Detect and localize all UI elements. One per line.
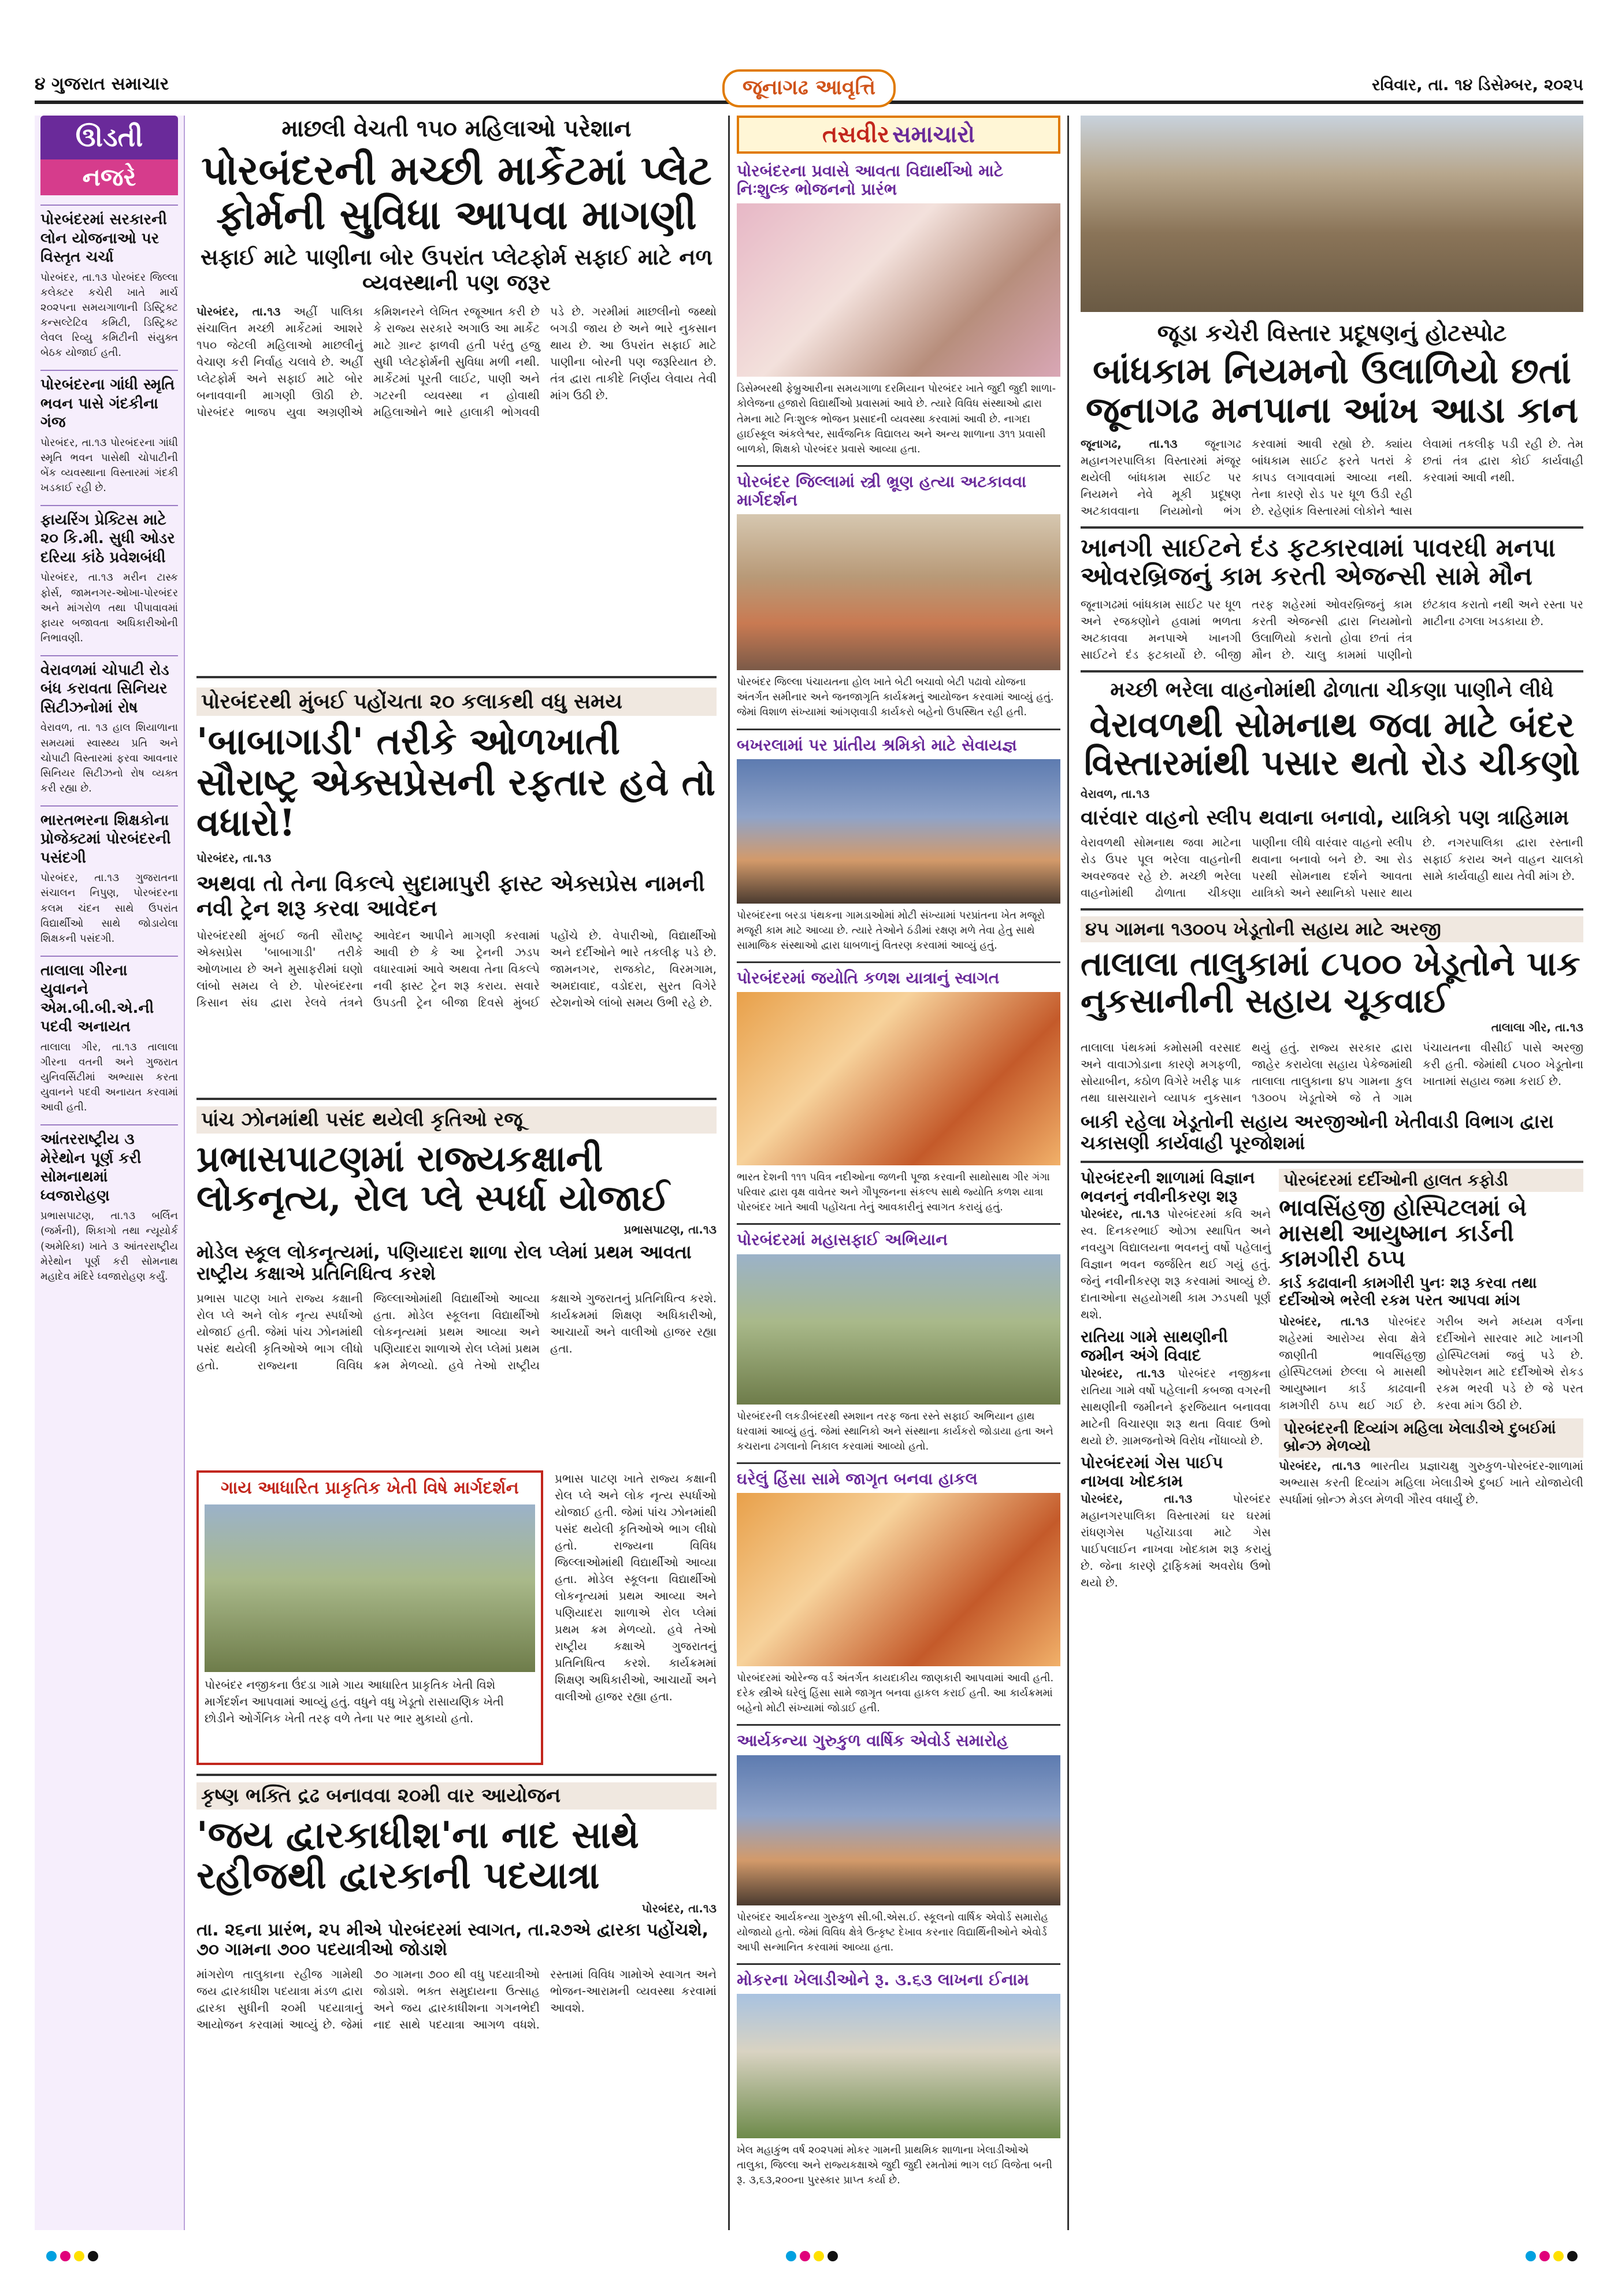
edition-badge: જૂનાગઢ આવૃત્તિ <box>722 69 896 107</box>
right8-dateline: પોરબંદર, તા.૧૩ <box>1279 1314 1369 1328</box>
news-photo <box>737 203 1060 377</box>
story3-lead <box>196 1221 717 1238</box>
registration-dot-magenta <box>1539 2251 1550 2261</box>
story2-dateline: પોરબંદર, તા.૧૩ <box>196 850 272 865</box>
right1-dateline: જૂનાગઢ, તા.૧૩ <box>1081 437 1178 451</box>
left-item-headline: પોરબંદરમાં સરકારની લોન યોજનાઓ પર વિસ્તૃત ચર્ચા <box>40 205 178 267</box>
photo-story-headline: બખરલામાં પર પ્રાંતીય શ્રમિકો માટે સેવાયજ્ઞ <box>737 735 1017 755</box>
photo-story <box>737 162 1060 457</box>
short-stories-left <box>1081 1169 1271 1591</box>
story3-headline: પ્રભાસપાટણમાં રાજ્યકક્ષાની લોકનૃત્ય, રોલ પ્લે સ્પર્ધા યોજાઈ <box>196 1138 670 1220</box>
right5-dateline: પોરબંદર, તા.૧૩ <box>1081 1207 1160 1221</box>
right4-kicker: ૪૫ ગામના ૧૩૦૦૫ ખેડૂતોની સહાય માટે અરજી <box>1081 916 1583 942</box>
right1-text: જૂનાગઢ મહાનગરપાલિકા વિસ્તારમાં મંજૂર થયેલી બાંધકામ સાઈટ પર નિયમને નેવે મૂકી પ્રદૂષણ અટકાવવાના નિયમોનો ભંગ કરવામાં આવી રહ્યો છે. ક્યાંય બાંધકામ સાઈટ ફરતે પતરાં કે કાપડ લગાવવામાં આવ્યા નથી. તેના કારણે રોડ પર ધૂળ ઉડી રહી છે. રહેણાંક વિસ્તારમાં લોકોને શ્વાસ લેવામાં તકલીફ પડી રહી છે. તેમ છતાં તંત્ર દ્વારા કોઈ કાર્યવાહી કરવામાં આવી નથી. <box>1081 437 1583 518</box>
photo-story-headline: આર્યકન્યા ગુરુકુળ વાર્ષિક એવોર્ડ સમારોહ <box>737 1731 1008 1751</box>
right7-body <box>1081 1491 1271 1591</box>
news-photo <box>737 514 1060 670</box>
photo-story <box>737 465 1060 720</box>
story-overbridge-agency <box>1081 534 1583 663</box>
photo-story-headline: પોરબંદરમાં મહાસફાઈ અભિયાન <box>737 1230 948 1250</box>
left-item-body: પોરબંદર, તા.૧૩ ગુજરાતના સંચાલન નિપુણ, પોરબંદરના કલમ ચંદન સાથે ઉપરાંત વિદ્યાર્થીઓ સાથે જોડાયેલા શિક્ષકની પસંદગી. <box>40 872 178 945</box>
left-item-headline: તાલાલા ગીરના યુવાનને એમ.બી.બી.એ.ની પદવી અનાયત <box>40 956 178 1036</box>
right4-body: તાલાલા પંથકમાં કમોસમી વરસાદ અને વાવાઝોડાના કારણે મગફળી, સોયાબીન, કઠોળ વિગેરે ખરીફ પાક તથા ઘાસચારાને વ્યાપક નુકસાન થયું હતું. રાજ્ય સરકાર દ્વારા જાહેર કરાયેલા સહાય પેકેજમાંથી તાલાલા તાલુકાના ૪૫ ગામના કુલ ૧૩૦૦૫ ખેડૂતોએ જે તે ગામ પંચાયતના વીસીઈ પાસે અરજી કરી હતી. જેમાંથી ૮૫૦૦ ખેડૂતોના ખાતામાં સહાય જમા કરાઈ છે. <box>1081 1041 1583 1105</box>
story2-body: પોરબંદરથી મુંબઈ જતી સૌરાષ્ટ્ર એક્સપ્રેસ 'બાબાગાડી' તરીકે ઓળખાય છે અને મુસાફરીમાં ઘણો લાંબો સમય લે છે. પોરબંદરના કિસાન સંઘ દ્વારા રેલવે તંત્રને આવેદન આપીને માગણી કરવામાં આવી છે કે આ ટ્રેનની ઝડપ વધારવામાં આવે અથવા તેના વિકલ્પે નવી ફાસ્ટ ટ્રેન શરૂ કરાય. સવારે ઉપડતી ટ્રેન બીજા દિવસે મુંબઈ પહોંચે છે. વેપારીઓ, વિદ્યાર્થીઓ અને દર્દીઓને ભારે તકલીફ પડે છે. જામનગર, રાજકોટ, વિરમગામ, અમદાવાદ, વડોદરા, સુરત વિગેરે સ્ટેશનોએ લાંબો સમય ઉભી રહે છે. <box>196 928 717 1009</box>
story2-headline: 'બાબાગાડી' તરીકે ઓળખાતી સૌરાષ્ટ્ર એક્સપ્રેસની રફતાર હવે તો વધારો! <box>196 720 716 845</box>
registration-dot-yellow <box>1553 2251 1564 2261</box>
photo-caption: પોરબંદરના બરડા પંથકના ગામડાઓમાં મોટી સંખ્યામાં પરપ્રાંતના ખેત મજૂરો મજૂરી કામ માટે આવ્યા છે. ત્યારે તેઓને ઠંડીમાં રક્ષણ મળે તેવા હેતુ સાથે સામાજિક સંસ્થાઓ દ્વારા ધાબળાનું વિતરણ કરવામાં આવ્યું હતું. <box>737 909 1045 952</box>
tasveer-label-2: સમાચારો <box>892 121 975 148</box>
story3-dateline: પ્રભાસપાટણ, તા.૧૩ <box>624 1223 717 1237</box>
issue-date: રવિવાર, તા. ૧૪ ડિસેમ્બર, ૨૦૨૫ <box>1372 75 1583 94</box>
right8-body <box>1279 1313 1583 1414</box>
photo-caption: પોરબંદર આર્યકન્યા ગુરુકુળ સી.બી.એસ.ઈ. સ્કૂલનો વાર્ષિક એવોર્ડ સમારોહ યોજાયો હતો. જેમાં વિવિધ ક્ષેત્રે ઉત્કૃષ્ટ દેખાવ કરનાર વિદ્યાર્થિનીઓને એવોર્ડ આપી સન્માનિત કરવામાં આવ્યા હતા. <box>737 1911 1049 1953</box>
right7-headline: પોરબંદરમાં ગેસ પાઈપ નાખવા ખોદકામ <box>1081 1452 1223 1491</box>
right1-headline: બાંધકામ નિયમનો ઉલાળિયો છતાં જૂનાગઢ મનપાના આંખ આડા કાન <box>1085 350 1579 432</box>
left-item-body: પોરબંદર, તા.૧૩ પોરબંદરના ગાંધી સ્મૃતિ ભવન પાસેથી ચોપાટીની બેંક વ્યવસ્થાના વિસ્તારમાં ગંદકી ખડકાઈ રહી છે. <box>40 436 178 494</box>
right9-dateline: પોરબંદર, તા.૧૩ <box>1279 1458 1361 1473</box>
photo-story <box>737 1724 1060 1955</box>
short-stories-row <box>1081 1169 1583 1591</box>
right8-headline: ભાવસિંહજી હોસ્પિટલમાં બે માસથી આયુષ્માન કાર્ડની કામગીરી ઠપ્પ <box>1279 1194 1527 1273</box>
news-photo <box>737 992 1060 1165</box>
right3-body: વેરાવળથી સોમનાથ જવા માટેના રોડ ઉપર પૂલ ભરેલા વાહનોની અવરજવર રહે છે. મચ્છી ભરેલા વાહનોમાંથી ઢોળાતા ચીકણા પાણીના લીધે વારંવાર વાહનો સ્લીપ થવાના બનાવો બને છે. આ રોડ પરથી સોમનાથ દર્શને આવતા યાત્રિકો અને સ્થાનિકો પસાર થાય છે. નગરપાલિકા દ્વારા રસ્તાની સફાઈ કરાય અને વાહન ચાલકો સામે કાર્યવાહી થાય તેવી માંગ છે. <box>1081 835 1583 900</box>
news-photo <box>737 759 1060 904</box>
farming-photo <box>205 1504 535 1672</box>
right6-dateline: પોરબંદર, તા.૧૩ <box>1081 1366 1165 1380</box>
registration-dot-cyan <box>786 2251 796 2261</box>
tasveer-samachar-column <box>728 116 1069 2230</box>
left-item-headline: આંતરરાષ્ટ્રીય ૩ મેરેથોન પૂર્ણ કરી સોમનાથમાં ધ્વજારોહણ <box>40 1124 178 1205</box>
right3-sub: વારંવાર વાહનો સ્લીપ થવાના બનાવો, યાત્રિકો પણ ત્રાહિમામ <box>1081 805 1569 830</box>
story5-dateline: પોરબંદર, તા.૧૩ <box>641 1901 717 1915</box>
right7-dateline: પોરબંદર, તા.૧૩ <box>1081 1492 1193 1506</box>
story2-lead <box>196 850 717 867</box>
story1-kicker: માછલી વેચતી ૧૫૦ મહિલાઓ પરેશાન <box>281 116 632 142</box>
right5-headline: પોરબંદરની શાળામાં વિજ્ઞાન ભવનનું નવીનીકરણ શરૂ <box>1081 1168 1255 1206</box>
photo-story-headline: પોરબંદરના પ્રવાસે આવતા વિદ્યાર્થીઓ માટે નિઃશુલ્ક ભોજનનો પ્રારંભ <box>737 161 1004 199</box>
right9-text: ભારતીય પ્રજ્ઞાચક્ષુ ગુરુકુળ-પોરબંદર-શાળામાં અભ્યાસ કરતી દિવ્યાંગ મહિલા ખેલાડીએ દુબઈ ખાતે યોજાયેલી સ્પર્ધામાં બ્રોન્ઝ મેડલ મેળવી ગૌરવ વધાર્યું છે. <box>1279 1458 1584 1506</box>
left-item-body: પોરબંદર, તા.૧૩ પોરબંદર જિલ્લા કલેક્ટર કચેરી ખાતે માર્ચ ૨૦૨૫ના સમયગાળાની ડિસ્ટ્રિક્ટ કન્સલ્ટેટિવ કમિટી, ડિસ્ટ્રિક્ટ લેવલ રિવ્યુ કમિટીની સંયુક્ત બેઠક યોજાઈ હતી. <box>40 271 178 359</box>
story1-headline: પોરબંદરની મચ્છી માર્કેટમાં પ્લેટ ફોર્મની સુવિધા આપવા માગણી <box>201 146 712 239</box>
photo-story <box>737 729 1060 953</box>
right3-lead <box>1081 786 1583 803</box>
photo-story-headline: મોકરના ખેલાડીઓને રૂ. ૩.૬૩ લાખના ઈનામ <box>737 1970 1029 1989</box>
story3-sub: મોડેલ સ્કૂલ લોકનૃત્યમાં, પણિયાદરા શાળા રોલ પ્લેમાં પ્રથમ આવતા રાષ્ટ્રીય કક્ષાએ પ્રતિનિધિત્વ કરશે <box>196 1241 692 1285</box>
right3-kicker: મચ્છી ભરેલા વાહનોમાંથી ઢોળાતા ચીકણા પાણીને લીધે <box>1110 678 1554 703</box>
left-item-headline: ભારતભરના શિક્ષકોના પ્રોજેક્ટમાં પોરબંદરની પસંદગી <box>40 805 178 868</box>
construction-site-photo <box>1081 116 1583 312</box>
registration-dot-black <box>88 2251 98 2261</box>
udti-title: ઊડતી <box>40 116 178 159</box>
page-label: ૪ ગુજરાત સમાચાર <box>35 74 169 94</box>
news-photo <box>737 1493 1060 1666</box>
right1-body <box>1081 436 1583 519</box>
tasveer-label <box>737 116 1060 154</box>
right7-text: પોરબંદર મહાનગરપાલિકા વિસ્તારમાં ઘર ઘરમાં રાંધણગેસ પહોંચાડવા માટે ગેસ પાઈપલાઈન નાખવા ખોદકામ શરૂ કરાયું છે. જેના કારણે ટ્રાફિકમાં અવરોધ ઉભો થયો છે. <box>1081 1492 1271 1590</box>
story-juda-pollution <box>1081 320 1583 519</box>
registration-dot-magenta <box>800 2251 810 2261</box>
left-item-body: વેરાવળ, તા. ૧૩ હાલ શિયાળાના સમયમાં સ્વાસ્થ્ય પ્રતિ અને ચોપાટી વિસ્તારમાં ફરવા આવનાર સિનિયર સિટીઝનો રોષ વ્યક્ત કરી રહ્યા છે. <box>40 722 178 794</box>
registration-dot-yellow <box>74 2251 84 2261</box>
tasveer-label-1: તસવીર <box>822 121 889 148</box>
left-item-body: તાલાલા ગીર, તા.૧૩ તાલાલા ગીરના વતની અને ગુજરાત યુનિવર્સિટીમાં અભ્યાસ કરતા યુવાનને પદવી અનાયત કરવામાં આવી હતી. <box>40 1041 178 1114</box>
photo-story-headline: પોરબંદર જિલ્લામાં સ્ત્રી ભ્રૂણ હત્યા અટકાવવા માર્ગદર્શન <box>737 471 1027 510</box>
right6-body <box>1081 1365 1271 1449</box>
photo-story <box>737 1462 1060 1716</box>
registration-dot-yellow <box>814 2251 824 2261</box>
story-talala-farmers <box>1081 916 1583 1154</box>
right2-headline: ખાનગી સાઈટને દંડ ફટકારવામાં પાવરધી મનપા ઓવરબ્રિજનું કામ કરતી એજન્સી સામે મૌન <box>1081 533 1556 591</box>
photo-story-headline: ઘરેલું હિંસા સામે જાગૃત બનવા હાકલ <box>737 1469 978 1488</box>
story1-body <box>196 303 717 421</box>
right4-sub: બાકી રહેલા ખેડૂતોની સહાય અરજીઓની ખેતીવાડી વિભાગ દ્વારા ચકાસણી કાર્યવાહી પૂરજોશમાં <box>1081 1110 1554 1154</box>
registration-dot-black <box>1567 2251 1578 2261</box>
right4-dateline: તાલાલા ગીર, તા.૧૩ <box>1491 1020 1583 1035</box>
photo-story <box>737 961 1060 1215</box>
right4-lead <box>1081 1019 1583 1036</box>
right-column <box>1081 116 1583 2230</box>
right8-text: પોરબંદર શહેરમાં આરોગ્ય સેવા ક્ષેત્રે જાણીતી ભાવસિંહજી હોસ્પિટલમાં છેલ્લા બે માસથી આયુષ્માન કાર્ડ કાઢવાની કામગીરી ઠપ્પ થઈ ગઈ છે. ગરીબ અને મધ્યમ વર્ગના દર્દીઓને સારવાર માટે ખાનગી હોસ્પિટલમાં જવું પડે છે. ઓપરેશન માટે દર્દીઓએ રોકડ રકમ ભરવી પડે છે જે પરત કરવા માંગ ઉઠી છે. <box>1279 1314 1583 1412</box>
right1-kicker: જૂડા કચેરી વિસ્તાર પ્રદૂષણનું હોટસ્પોટ <box>1157 320 1507 347</box>
right6-headline: રાતિયા ગામે સાથણીની જમીન અંગે વિવાદ <box>1081 1327 1228 1365</box>
right9-headline: પોરબંદરની દિવ્યાંગ મહિલા ખેલાડીએ દુબઈમાં બ્રોન્ઝ મેળવ્યો <box>1279 1418 1583 1458</box>
photo-caption: ભારત દેશની ૧૧૧ પવિત્ર નદીઓના જળની પૂજા કરવાની સાથોસાથ ગીર ગંગા પરિવાર દ્વારા વૃક્ષ વાવેતર અને ગૌપૂજનના સંકલ્પ સાથે જ્યોતિ કળશ યાત્રા પોરબંદર ખાતે આવી પહોંચતા તેનું આવકારીનું સ્વાગત કરાયું હતું. <box>737 1171 1050 1214</box>
right5-text: પોરબંદરમાં કવિ અને સ્વ. દિનકરભાઈ ઓઝા સ્થાપિત અને નવયુગ વિદ્યાલયના ભવનનું વર્ષો પહેલાનું વિજ્ઞાન ભવન જર્જરિત થઈ ગયું હતું. જેનું નવીનીકરણ શરૂ કરવામાં આવ્યું છે. દાતાઓના સહયોગથી કામ ઝડપથી પૂર્ણ થશે. <box>1081 1207 1271 1322</box>
story4-headline: ગાય આધારિત પ્રાકૃતિક ખેતી વિષે માર્ગદર્શન <box>221 1478 519 1498</box>
story1-text: અહીં પાલિકા સંચાલિત મચ્છી માર્કેટમાં આશરે ૧૫૦ જેટલી મહિલાઓ માછલીનું વેચાણ કરી નિર્વાહ ચલાવે છે. અહીં પ્લેટફોર્મ અને સફાઈ માટે બોર બનાવવાની માગણી ઊઠી છે. પોરબંદર ભાજપ યુવા અગ્રણીએ કમિશનરને લેખિત રજૂઆત કરી છે કે રાજ્ય સરકારે અગાઉ આ માર્કેટ માટે ગ્રાન્ટ ફાળવી હતી પરંતુ હજુ સુધી પ્લેટફોર્મની સુવિધા મળી નથી. માર્કેટમાં પૂરતી લાઈટ, પાણી અને ગટરની વ્યવસ્થા ન હોવાથી મહિલાઓને ભારે હાલાકી ભોગવવી પડે છે. ગરમીમાં માછલીનો જથ્થો બગડી જાય છે અને ભારે નુકસાન થાય છે. આ ઉપરાંત સફાઈ માટે પાણીના બોરની પણ જરૂરિયાત છે. તંત્ર દ્વારા તાકીદે નિર્ણય લેવાય તેવી માંગ ઉઠી છે. <box>196 304 717 419</box>
najre-title: નજરે <box>40 159 178 195</box>
registration-dot-magenta <box>60 2251 70 2261</box>
story4-caption: પોરબંદર નજીકના ઉંદડા ગામે ગાય આધારિત પ્રાકૃતિક ખેતી વિશે માર્ગદર્શન આપવામાં આવ્યું હતું. વધુને વધુ ખેડૂતો રાસાયણિક ખેતી છોડીને ઓર્ગેનિક ખેતી તરફ વળે તેના પર ભાર મુકાયો હતો. <box>205 1677 504 1725</box>
registration-dot-cyan <box>46 2251 57 2261</box>
story-fish-market <box>196 116 717 670</box>
right8-sub: કાર્ડ કઢાવાની કામગીરી પુનઃ શરૂ કરવા તથા દર્દીઓએ ભરેલી રકમ પરત આપવા માંગ <box>1279 1275 1537 1309</box>
short-stories-right <box>1279 1169 1583 1591</box>
left-item-body: પોરબંદર, તા.૧૩ મરીન ટાસ્ક ફોર્સ, જામનગર-ઓખા-પોરબંદર અને માંગરોળ તથા પીપાવાવમાં ફાયર બજાવતા અધિકારીઓની નિભાવણી. <box>40 571 178 644</box>
main-stories-column <box>196 116 717 2230</box>
story1-dateline: પોરબંદર, તા.૧૩ <box>196 304 281 319</box>
right3-dateline: વેરાવળ, તા.૧૩ <box>1081 786 1150 801</box>
news-photo <box>737 1994 1060 2138</box>
udti-najre-column <box>35 116 185 2230</box>
story5-sub: તા. ૨૬ના પ્રારંભ, ૨૫ મીએ પોરબંદરમાં સ્વાગત, તા.૨૭એ દ્વારકા પહોંચશે, ૭૦ ગામના ૭૦૦ પદયાત્રીઓ જોડાશે <box>196 1919 709 1960</box>
story3-body: પ્રભાસ પાટણ ખાતે રાજ્ય કક્ષાની રોલ પ્લે અને લોક નૃત્ય સ્પર્ધાઓ યોજાઈ હતી. જેમાં પાંચ ઝોનમાંથી પસંદ થયેલી કૃતિઓએ ભાગ લીધો હતો. રાજ્યના વિવિધ જિલ્લાઓમાંથી વિદ્યાર્થીઓ આવ્યા હતા. મોડેલ સ્કૂલના વિદ્યાર્થીઓ લોકનૃત્યમાં પ્રથમ આવ્યા અને પણિયાદરા શાળાએ રોલ પ્લેમાં પ્રથમ ક્રમ મેળવ્યો. હવે તેઓ રાષ્ટ્રીય કક્ષાએ ગુજરાતનું પ્રતિનિધિત્વ કરશે. કાર્યક્રમમાં શિક્ષણ અધિકારીઓ, આચાર્યો અને વાલીઓ હાજર રહ્યા હતા. <box>196 1291 717 1373</box>
news-photo <box>737 1755 1060 1905</box>
story1-sub: સફાઈ માટે પાણીના બોર ઉપરાંત પ્લેટફોર્મ સફાઈ માટે નળ વ્યવસ્થાની પણ જરૂર <box>200 244 713 295</box>
story2-sub: અથવા તો તેના વિકલ્પે સુદામાપુરી ફાસ્ટ એક્સપ્રેસ નામની નવી ટ્રેન શરૂ કરવા આવેદન <box>196 870 705 922</box>
photo-caption: પોરબંદરમાં ઓરેન્જ વર્ડ અંતર્ગત કાયદાકીય જાણકારી આપવામાં આવી હતી. દરેક સ્ત્રીએ ઘરેલું હિંસા સામે જાગૃત બનવા હાકલ કરાઈ હતી. આ કાર્યક્રમમાં બહેનો મોટી સંખ્યામાં જોડાઈ હતી. <box>737 1672 1054 1715</box>
story-saurashtra-express <box>196 688 717 1092</box>
left-item-headline: વેરાવળમાં ચોપાટી રોડ બંધ કરાવતા સિનિયર સિટીઝનોમાં રોષ <box>40 655 178 718</box>
left-item-headline: ફાયરિંગ પ્રેક્ટિસ માટે ૨૦ કિ.મી. સુધી ઓડર દરિયા કાંઠે પ્રવેશબંધી <box>40 505 178 567</box>
story5-lead <box>196 1900 717 1917</box>
story2-kicker: પોરબંદરથી મુંબઈ પહોંચતા ૨૦ કલાકથી વધુ સમય <box>196 688 717 716</box>
story-prabhas-competition <box>196 1106 717 1465</box>
photo-caption: પોરબંદર જિલ્લા પંચાયતના હોલ ખાતે બેટી બચાવો બેટી પઢાવો યોજના અંતર્ગત સમીનાર અને જનજાગૃતિ કાર્યક્રમનું આયોજન કરવામાં આવ્યું હતું. જેમાં વિશાળ સંખ્યામાં આંગણવાડી કાર્યકરો બહેનો ઉપસ્થિત રહી હતી. <box>737 676 1054 719</box>
left-item-headline: પોરબંદરના ગાંધી સ્મૃતિ ભવન પાસે ગંદકીના ગંજ <box>40 370 178 432</box>
photo-story-headline: પોરબંદરમાં જયોતિ કળશ યાત્રાનું સ્વાગત <box>737 968 1000 987</box>
story3-continued: પ્રભાસ પાટણ ખાતે રાજ્ય કક્ષાની રોલ પ્લે અને લોક નૃત્ય સ્પર્ધાઓ યોજાઈ હતી. જેમાં પાંચ ઝોનમાંથી પસંદ થયેલી કૃતિઓએ ભાગ લીધો હતો. રાજ્યના વિવિધ જિલ્લાઓમાંથી વિદ્યાર્થીઓ આવ્યા હતા. મોડેલ સ્કૂલના વિદ્યાર્થીઓ લોકનૃત્યમાં પ્રથમ આવ્યા અને પણિયાદરા શાળાએ રોલ પ્લેમાં પ્રથમ ક્રમ મેળવ્યો. હવે તેઓ રાષ્ટ્રીય કક્ષાએ ગુજરાતનું પ્રતિનિધિત્વ કરશે. કાર્યક્રમમાં શિક્ષણ અધિકારીઓ, આચાર્યો અને વાલીઓ હાજર રહ્યા હતા. <box>555 1472 717 1703</box>
registration-dot-black <box>827 2251 838 2261</box>
story5-headline: 'જય દ્વારકાધીશ'ના નાદ સાથે રહીજથી દ્વારકાની પદયાત્રા <box>196 1814 639 1898</box>
photo-caption: પોરબંદરની લકડીબંદરથી સ્મશાન તરફ જતા રસ્તે સફાઈ અભિયાન હાથ ધરવામાં આવ્યું હતું. જેમાં સ્થાનિકો અને સંસ્થાના કાર્યકરો જોડાયા હતા અને કચરાના ઢગલાનો નિકાલ કરવામાં આવ્યો હતો. <box>737 1410 1053 1452</box>
photo-caption: ખેલ મહાકુંભ વર્ષ ૨૦૨૫માં મોકર ગામની પ્રાથમિક શાળાના ખેલાડીઓએ તાલુકા, જિલ્લા અને રાજ્યકક્ષાએ જુદી જુદી રમતોમાં ભાગ લઈ વિજેતા બની રૂ. ૩,૬૩,૨૦૦ના પુરસ્કાર પ્રાપ્ત કર્યા છે. <box>737 2144 1052 2187</box>
news-photo <box>737 1254 1060 1405</box>
story3-kicker: પાંચ ઝોનમાંથી પસંદ થયેલી કૃતિઓ રજૂ <box>196 1106 717 1134</box>
right6-text: પોરબંદર નજીકના રાતિયા ગામે વર્ષો પહેલાની કબજા વગરની સાથણીની જમીનને ફરજિયાત બનાવવા માટેની વિચારણા શરૂ થતા વિવાદ ઉભો થયો છે. ગ્રામજનોએ વિરોધ નોંધાવ્યો છે. <box>1081 1366 1271 1447</box>
story5-kicker: કૃષ્ણ ભક્તિ દ્રઢ બનાવવા ૨૦મી વાર આયોજન <box>196 1782 717 1810</box>
left-item-body: પ્રભાસપાટણ, તા.૧૩ બર્લિન (જર્મની), શિકાગો તથા ન્યૂયોર્ક (અમેરિકા) ખાતે ૩ આંતરરાષ્ટ્રીય મેરેથોન પૂર્ણ કરી સોમનાથ મહાદેવ મંદિરે ધ્વજારોહણ કર્યું. <box>40 1210 178 1283</box>
photo-story <box>737 1963 1060 2188</box>
right3-headline: વેરાવળથી સોમનાથ જવા માટે બંદર વિસ્તારમાંથી પસાર થતો રોડ ચીકણો <box>1084 704 1580 783</box>
right9-body <box>1279 1458 1583 1508</box>
photo-caption: ડિસેમ્બરથી ફેબ્રુઆરીના સમયગાળા દરમિયાન પોરબંદર ખાતે જુદી જુદી શાળા-કોલેજના હજારો વિદ્યાર્થીઓ પ્રવાસમાં આવે છે. ત્યારે વિવિધ સંસ્થાઓ દ્વારા તેમના માટે નિઃશુલ્ક ભોજન પ્રસાદની વ્યવસ્થા કરવામાં આવી છે. નાગદા હાઈસ્કૂલ અંકલેશ્વર, સાર્વજનિક વિદ્યાલય અને અન્ય શાળાના ૩૧૧ પ્રવાસી બાળકો, શિક્ષકો પોરબંદર પ્રવાસે આવ્યા હતા. <box>737 382 1056 455</box>
right5-body <box>1081 1206 1271 1323</box>
story-natural-farming <box>196 1470 543 1765</box>
story-veraval-road <box>1081 678 1583 901</box>
masthead <box>35 69 1583 104</box>
photo-story <box>737 1223 1060 1454</box>
registration-dot-cyan <box>1526 2251 1536 2261</box>
story-dwarka-padyatra <box>196 1782 717 2221</box>
right2-body: જૂનાગઢમાં બાંધકામ સાઈટ પર ધૂળ અને રજકણોને હવામાં ભળતા અટકાવવા મનપાએ ખાનગી સાઈટને દંડ ફટકાર્યો છે. બીજી તરફ શહેરમાં ઓવરબ્રિજનું કામ કરતી એજન્સી દ્વારા નિયમોનો ઉલાળિયો કરાતો હોવા છતાં તંત્ર મૌન છે. ચાલુ કામમાં પાણીનો છંટકાવ કરાતો નથી અને રસ્તા પર માટીના ઢગલા ખડકાયા છે. <box>1081 597 1583 662</box>
right8-kicker: પોરબંદરમાં દર્દીઓની હાલત કફોડી <box>1279 1169 1583 1192</box>
story5-body: માંગરોળ તાલુકાના રહીજ ગામેથી જય દ્વારકાધીશ પદયાત્રા મંડળ દ્વારા દ્વારકા સુધીની ૨૦મી પદયાત્રાનું આયોજન કરવામાં આવ્યું છે. જેમાં ૭૦ ગામના ૭૦૦ થી વધુ પદયાત્રીઓ જોડાશે. ભક્ત સમુદાયના ઉત્સાહ અને જય દ્વારકાધીશના ગગનભેદી નાદ સાથે પદયાત્રા આગળ વધશે. રસ્તામાં વિવિધ ગામોએ સ્વાગત અને ભોજન-આરામની વ્યવસ્થા કરવામાં આવશે. <box>196 1967 717 2031</box>
right4-headline: તાલાલા તાલુકામાં ૮૫૦૦ ખેડૂતોને પાક નુકસાનીની સહાય ચૂકવાઈ <box>1081 943 1580 1020</box>
